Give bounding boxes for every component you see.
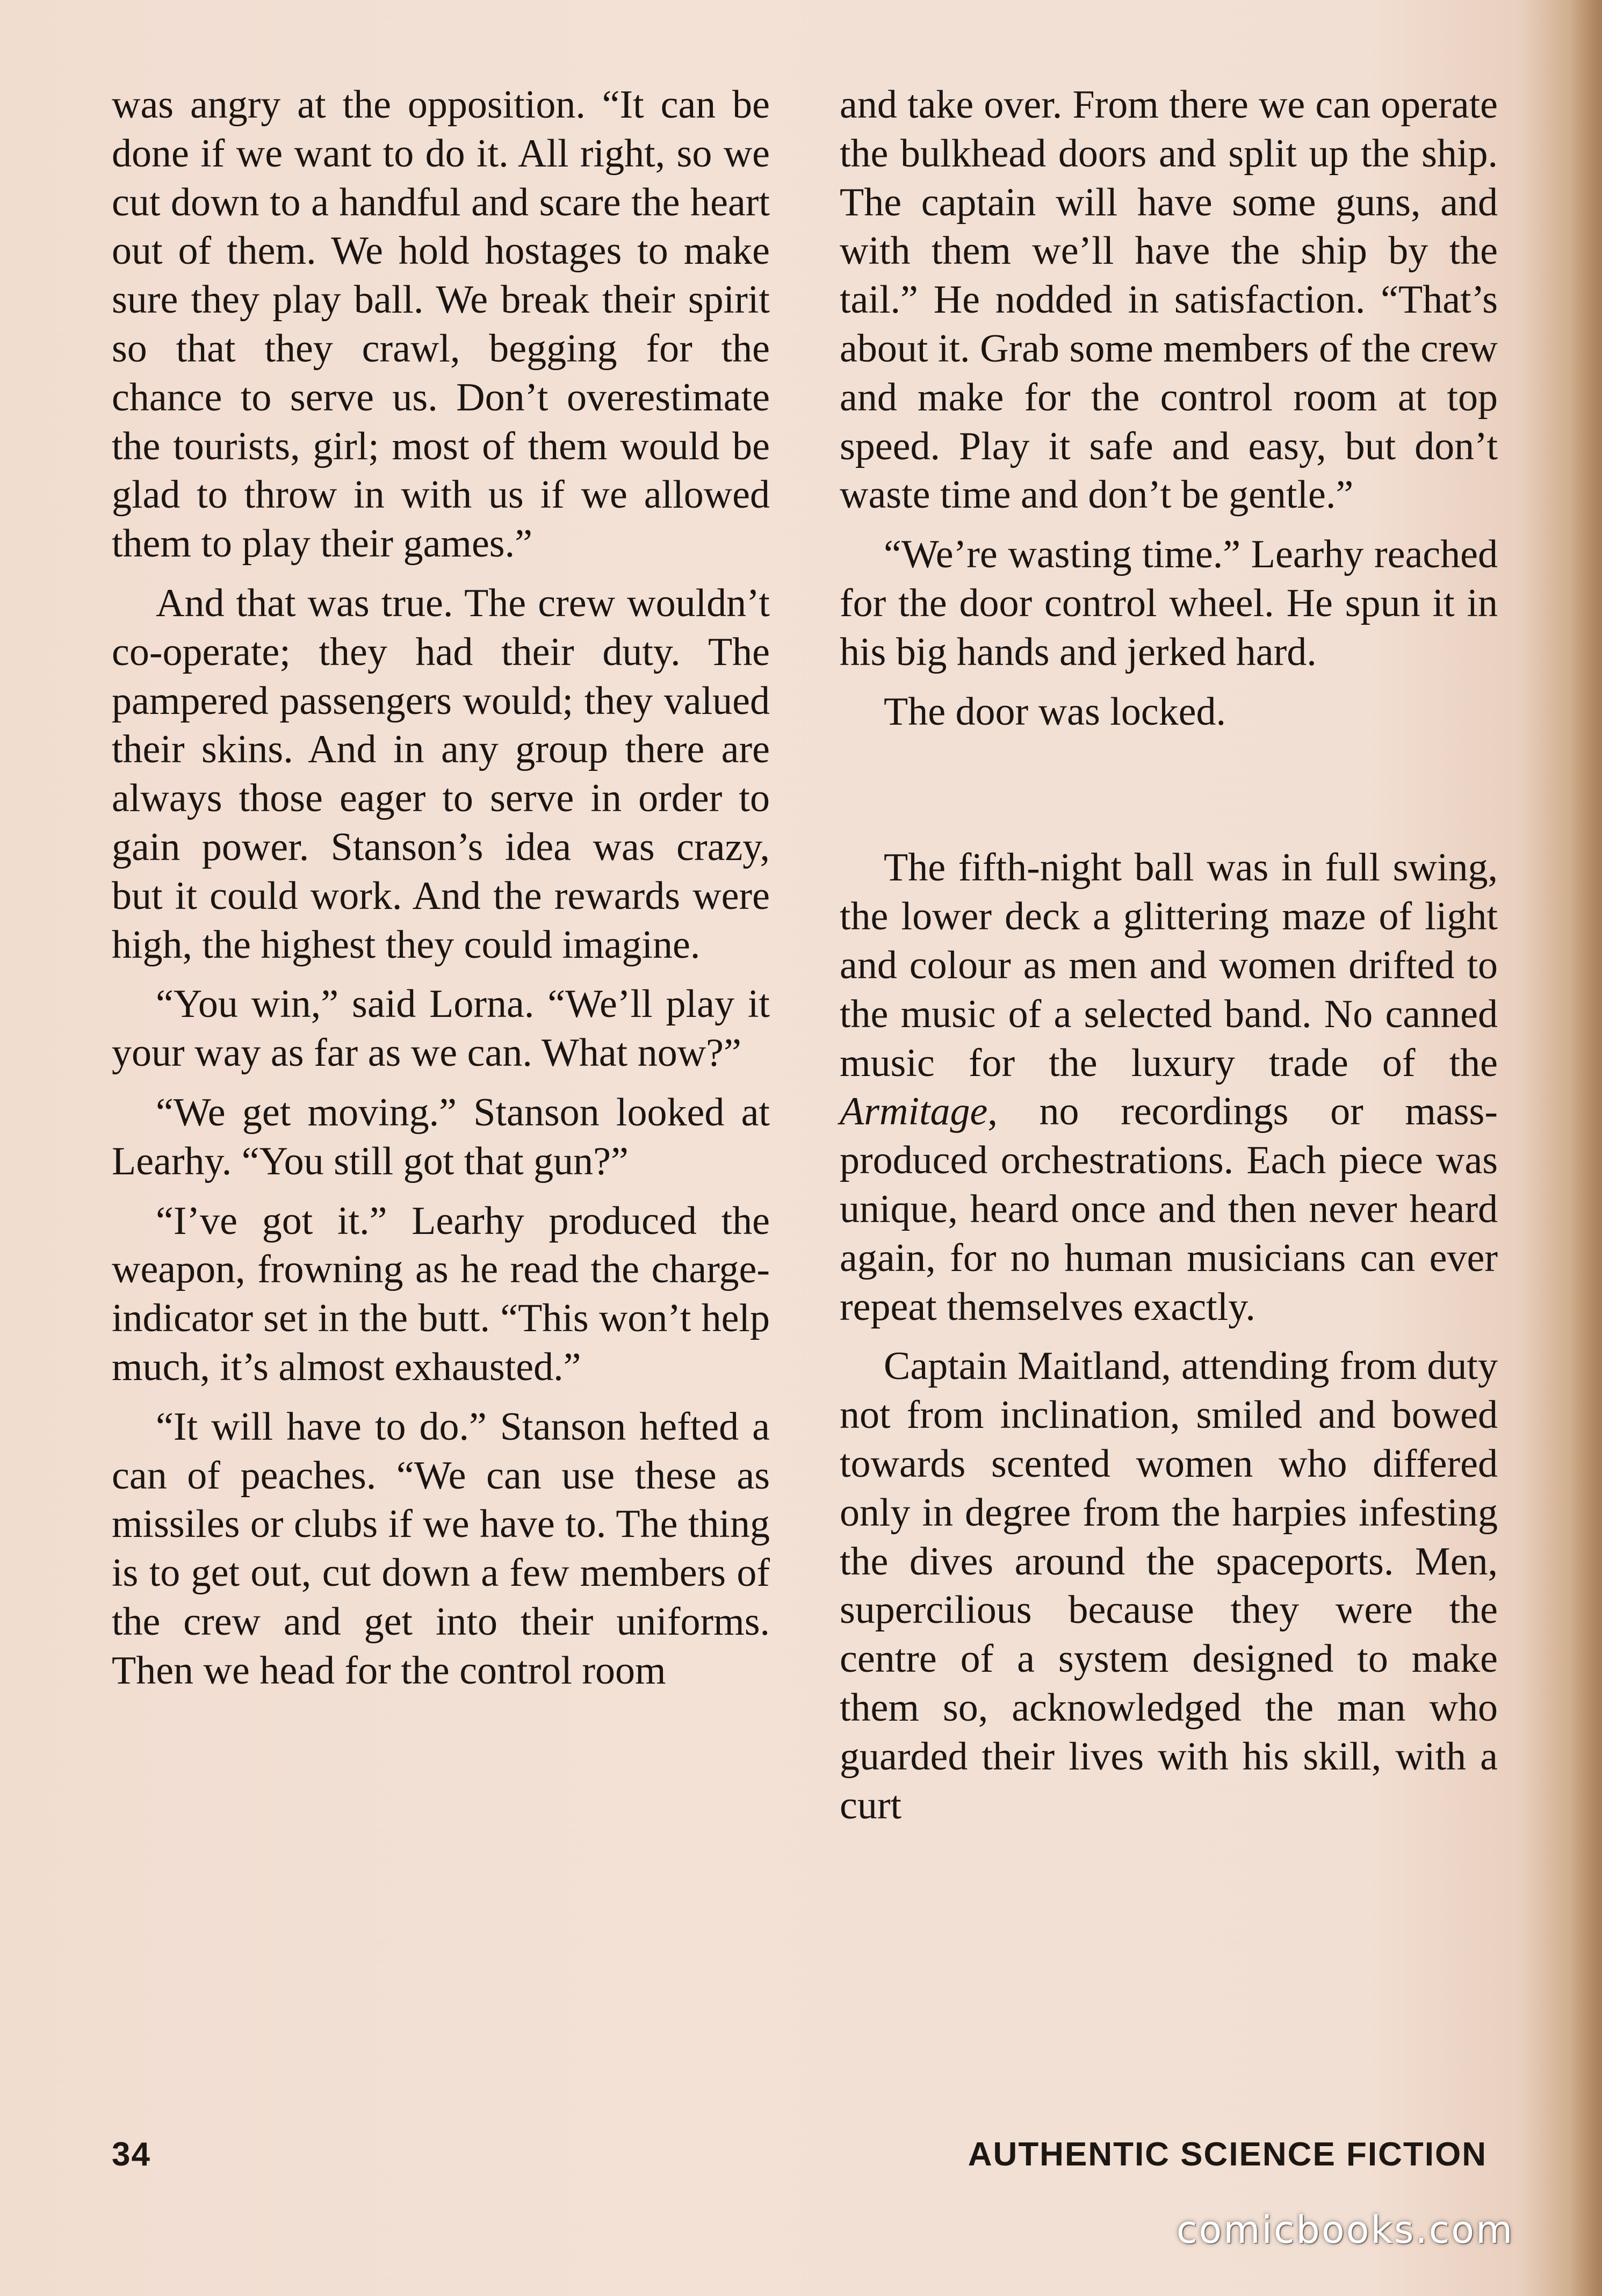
right-paragraph-2: “We’re wasting time.” Learhy reached for the door control wheel. He spun it in his big hands and jerked hard.: [840, 532, 1498, 674]
section-break: [840, 747, 1498, 843]
right-column: [840, 81, 1498, 1840]
right-paragraph-5: Captain Maitland, attending from duty not from inclination, smiled and bowed towards scented women who differed only in degree from the harpies infesting the dives around the spaceports. Men, supercilious because they were the centre of a system designed to make them so, acknowledged the man who guarded their lives with his skill, with a curt: [840, 1344, 1498, 1828]
ship-name-italic: Armitage: [840, 1089, 988, 1134]
right-paragraph-3: The door was locked.: [884, 689, 1226, 734]
left-paragraph-3: “You win,” said Lorna. “We’ll play it your way as far as we can. What now?”: [112, 982, 770, 1075]
magazine-title: AUTHENTIC SCIENCE FICTION: [968, 2136, 1487, 2173]
left-column: [112, 81, 770, 1706]
left-paragraph-4: “We get moving.” Stanson looked at Learhy. “You still got that gun?”: [112, 1090, 770, 1183]
ball-text-end: , no recordings or mass-produced orchestrations. Each piece was unique, heard once and then never heard again, for no human musicians can ever repeat themselves exactly.: [840, 1089, 1498, 1329]
page-number: 34: [112, 2136, 151, 2173]
left-paragraph-6: “It will have to do.” Stanson hefted a can of peaches. “We can use these as missiles or clubs if we have to. The thing is to get out, cut down a few members of the crew and get into their uniforms. Then we head for the control room: [112, 1404, 770, 1693]
right-paragraph-4: [840, 843, 1498, 1331]
left-paragraph-2: And that was true. The crew wouldn’t co-operate; they had their duty. The pampered passengers would; they valued their skins. And in any group there are always those eager to serve in order to gain power. Stanson’s idea was crazy, but it could work. And the rewards were high, the highest they could imagine.: [112, 581, 770, 967]
page-edge-shadow: [1570, 0, 1602, 2296]
left-paragraph-5: “I’ve got it.” Learhy produced the weapon, frowning as he read the charge-indicator set in the butt. “This won’t help much, it’s almost exhausted.”: [112, 1198, 770, 1389]
left-paragraph-1: was angry at the opposition. “It can be done if we want to do it. All right, so we cut down to a handful and scare the heart out of them. We hold hostages to make sure they play ball. We break their spirit so that they crawl, begging for the chance to serve us. Don’t overestimate the tourists, girl; most of them would be glad to throw in with us if we allowed them to play their games.”: [112, 83, 770, 566]
watermark: comicbooks.com: [1177, 2208, 1514, 2252]
page-footer: [112, 2135, 1487, 2178]
right-paragraph-1: and take over. From there we can operate the bulkhead doors and split up the ship. The captain will have some guns, and with them we’ll have the ship by the tail.” He nodded in satisfaction. “That’s about it. Grab some members of the crew and make for the control room at top speed. Play it safe and easy, but don’t waste time and don’t be gentle.”: [840, 83, 1498, 517]
ball-text-start: The fifth-night ball was in full swing, the lower deck a glittering maze of light and colour as men and women drifted to the music of a selected band. No canned music for the luxury trade of the: [840, 846, 1498, 1085]
